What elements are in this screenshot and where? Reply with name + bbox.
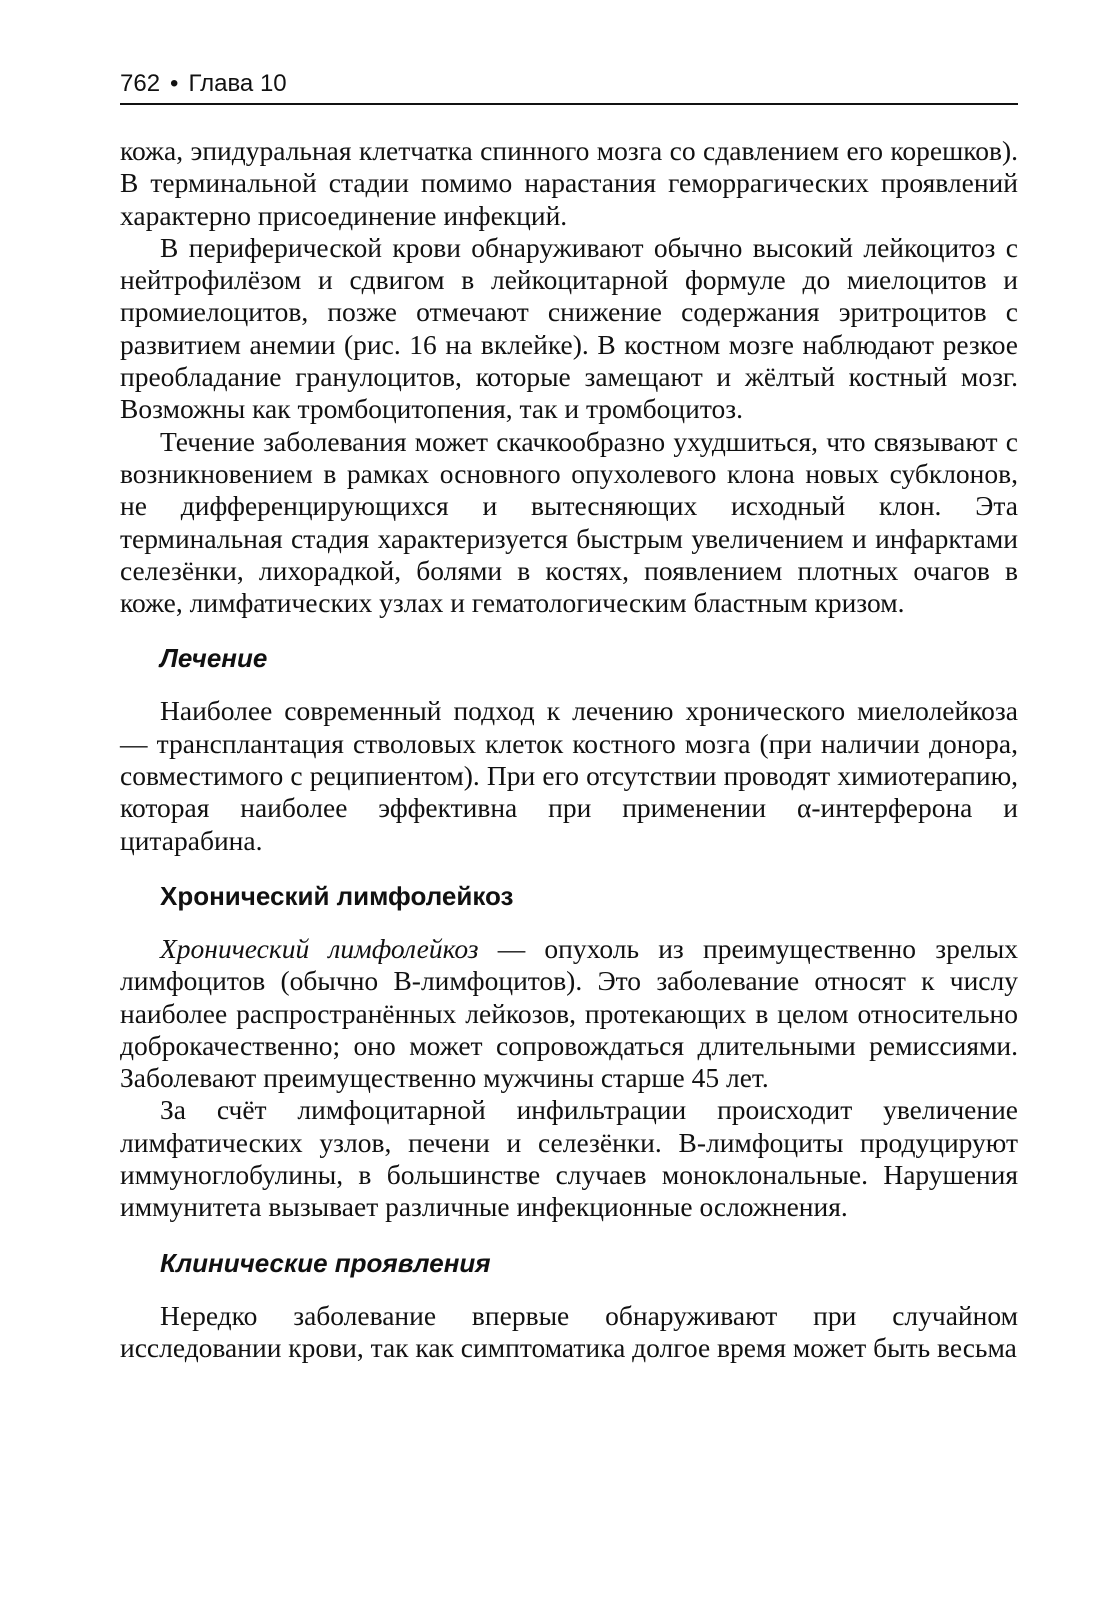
paragraph-clinical: Нередко заболевание впервые обнаруживают при случайном исследовании крови, так как симптоматика долгое время может быть весьма [120, 1299, 1018, 1363]
paragraph-terminal-stage: Течение заболевания может скачкообразно ухудшиться, что связывают с возникновением в рамках основного опухолевого клона новых субклонов, не дифференцирующихся и вытесняющих исходный клон. Эта терминальная стадия характеризуется быстрым увеличением и инфарктами селезёнки, лихорадкой, болями в костях, появлением плотных очагов в коже, лимфатических узлах и гематологическим бластным кризом. [120, 425, 1018, 619]
paragraph-treatment: Наиболее современный подход к лечению хронического миелолейкоза — трансплантация стволовых клеток костного мозга (при наличии донора, совместимого с реципиентом). При его отсутствии проводят химиотерапию, которая наиболее эффективна при применении α-интерферона и цитарабина. [120, 695, 1018, 856]
heading-treatment: Лечение [160, 643, 268, 674]
paragraph-cll-infiltration: За счёт лимфоцитарной инфильтрации происходит увеличение лимфатических узлов, печени и селезёнки. В-лимфоциты продуцируют иммуноглобулины, в большинстве случаев моноклональные. Нарушения иммунитета вызывает различные инфекционные осложнения. [120, 1094, 1018, 1223]
page-number: 762 [120, 70, 161, 97]
heading-cll: Хронический лимфолейкоз [160, 880, 514, 911]
body-text [120, 135, 1018, 1364]
heading-clinical: Клинические проявления [160, 1247, 491, 1278]
cll-term: Хронический лимфолейкоз [160, 932, 479, 964]
cll-definition-text: — опухоль из преимущественно зрелых лимфоцитов (обычно В-лимфоцитов). Это заболевание относят к числу наиболее распространённых лейкозов, протекающих в целом относительно доброкачественно; оно может сопровождаться длительными ремиссиями. Заболевают преимущественно мужчины старше 45 лет. [120, 932, 1018, 1094]
chapter-label: Глава 10 [188, 70, 287, 97]
paragraph-cll-definition [120, 933, 1018, 1094]
paragraph-continuation: кожа, эпидуральная клетчатка спинного мозга со сдавлением его корешков). В терминальной стадии помимо нарастания геморрагических проявлений характерно присоединение инфекций. [120, 135, 1018, 231]
book-page [120, 70, 1018, 1364]
paragraph-blood-findings: В периферической крови обнаруживают обычно высокий лейкоцитоз с нейтрофилёзом и сдвигом в лейкоцитарной формуле до миелоцитов и промиелоцитов, позже отмечают снижение содержания эритроцитов с развитием анемии (рис. 16 на вклейке). В костном мозге наблюдают резкое преобладание гранулоцитов, которые замещают и жёлтый костный мозг. Возможны как тромбоцитопения, так и тромбоцитоз. [120, 231, 1018, 425]
running-head [120, 70, 1018, 105]
header-separator: • [170, 70, 179, 97]
